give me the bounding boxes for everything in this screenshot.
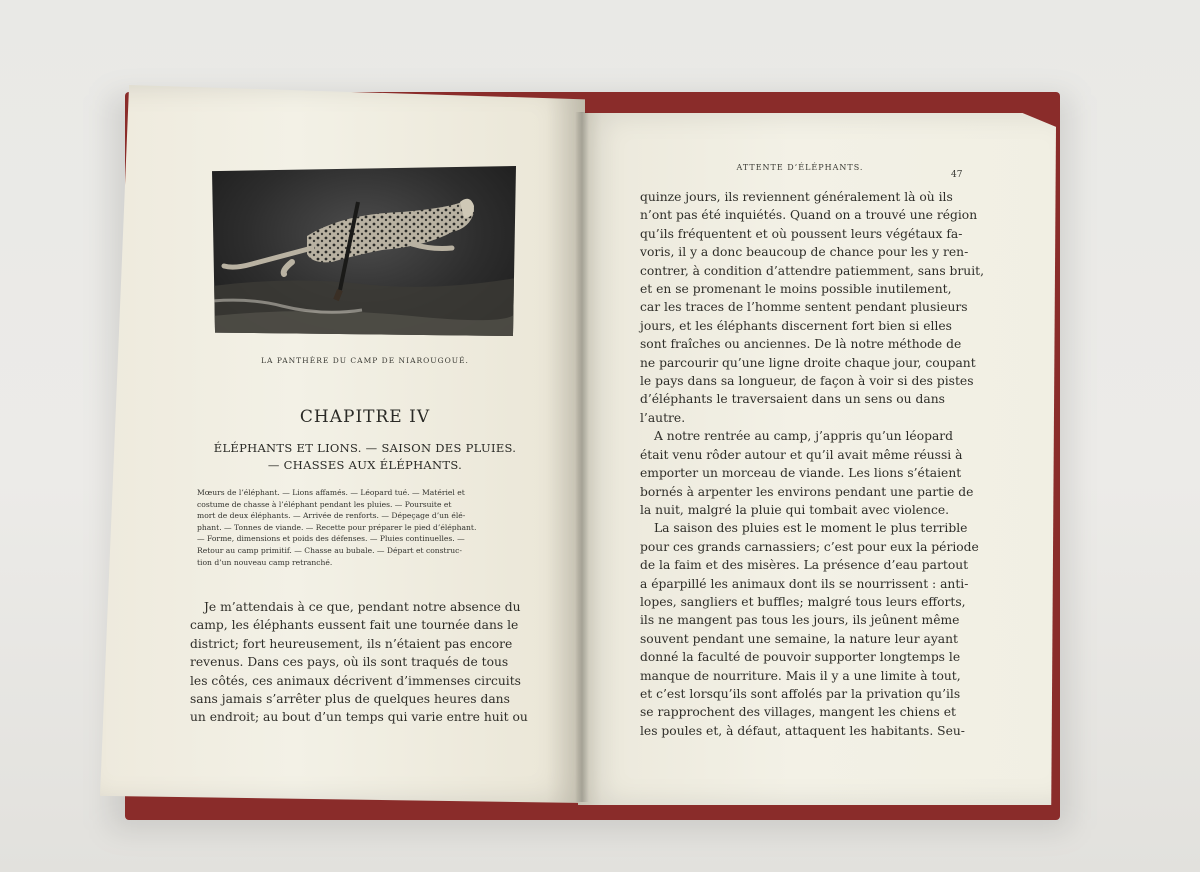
- body-line: quinze jours, ils reviennent généralement là où ils: [640, 190, 953, 204]
- body-line: qu’ils fréquentent et où poussent leurs végétaux fa-: [640, 226, 963, 241]
- summary-line: Retour au camp primitif. — Chasse au bubale. — Départ et construc-: [197, 545, 462, 555]
- chapter-subtitle-line: — CHASSES AUX ÉLÉPHANTS.: [267, 458, 463, 472]
- body-line: sont fraîches ou anciennes. De là notre méthode de: [640, 337, 962, 352]
- running-head: ATTENTE D’ÉLÉPHANTS.: [736, 163, 864, 172]
- summary-line: phant. — Tonnes de viande. — Recette pour préparer le pied d’éléphant.: [197, 522, 477, 532]
- panther-illustration: [212, 166, 516, 336]
- body-line: l’autre.: [640, 410, 686, 425]
- body-line: La saison des pluies est le moment le plus terrible: [654, 521, 968, 536]
- body-line: un endroit; au bout d’un temps qui varie entre huit ou: [190, 710, 528, 725]
- body-line: jours, et les éléphants discernent fort bien si elles: [640, 318, 952, 333]
- body-line: les côtés, ces animaux décrivent d’immenses circuits: [190, 673, 521, 688]
- body-line: car les traces de l’homme sentent pendant plusieurs: [640, 300, 968, 315]
- panther-drawing: [212, 166, 516, 336]
- summary-line: tion d’un nouveau camp retranché.: [197, 557, 333, 567]
- chapter-title: CHAPITRE IV: [299, 407, 431, 427]
- body-line: les poules et, à défaut, attaquent les habitants. Seu-: [640, 723, 965, 738]
- body-line: A notre rentrée au camp, j’appris qu’un léopard: [654, 429, 954, 444]
- body-line: district; fort heureusement, ils n’étaient pas encore: [190, 636, 513, 651]
- summary-line: Mœurs de l’éléphant. — Lions affamés. — Léopard tué. — Matériel et: [197, 488, 465, 497]
- summary-line: mort de deux éléphants. — Arrivée de renforts. — Dépeçage d’un élé-: [197, 511, 466, 521]
- summary-line: — Forme, dimensions et poids des défenses. — Pluies continuelles. —: [197, 534, 465, 544]
- illustration-caption: LA PANTHÈRE DU CAMP DE NIAROUGOUÉ.: [261, 356, 469, 365]
- book-gutter: [575, 112, 589, 802]
- body-line: et en se promenant le moins possible inutilement,: [640, 282, 952, 297]
- left-page-body: [190, 598, 536, 727]
- body-line: a éparpillé les animaux dont ils se nourrissent : anti-: [640, 576, 969, 591]
- body-line: voris, il y a donc beaucoup de chance pour les y ren-: [640, 245, 969, 260]
- body-line: Je m’attendais à ce que, pendant notre absence du: [204, 600, 521, 614]
- body-line: était venu rôder autour et qu’il avait même réussi à: [640, 447, 963, 462]
- body-line: le pays dans sa longueur, de façon à voir si des pistes: [640, 374, 974, 389]
- body-line: et c’est lorsqu’ils sont affolés par la privation qu’ils: [640, 686, 961, 701]
- chapter-summary: [197, 487, 531, 568]
- body-line: camp, les éléphants eussent fait une tournée dans le: [190, 618, 519, 633]
- body-line: contrer, à condition d’attendre patiemment, sans bruit,: [640, 263, 985, 278]
- body-line: pour ces grands carnassiers; c’est pour eux la période: [640, 539, 979, 554]
- body-line: revenus. Dans ces pays, où ils sont traqués de tous: [190, 655, 509, 670]
- body-line: bornés à arpenter les environs pendant une partie de: [640, 484, 974, 499]
- body-line: d’éléphants le traversaient dans un sens ou dans: [640, 392, 945, 407]
- body-line: donné la faculté de pouvoir supporter longtemps le: [640, 650, 961, 665]
- summary-line: costume de chasse à l’éléphant pendant les pluies. — Poursuite et: [197, 499, 452, 509]
- body-line: emporter un morceau de viande. Les lions s’étaient: [640, 466, 962, 481]
- body-line: se rapprochent des villages, mangent les chiens et: [640, 705, 956, 720]
- body-line: ils ne mangent pas tous les jours, ils jeûnent même: [640, 613, 960, 628]
- body-line: sans jamais s’arrêter plus de quelques heures dans: [190, 692, 510, 707]
- page-number: 47: [951, 170, 963, 180]
- right-page-body: [640, 188, 985, 740]
- chapter-subtitle: [190, 440, 540, 474]
- body-line: de la faim et des misères. La présence d’eau partout: [640, 558, 969, 573]
- body-line: ne parcourir qu’une ligne droite chaque jour, coupant: [640, 355, 976, 370]
- body-line: n’ont pas été inquiétés. Quand on a trouvé une région: [640, 208, 978, 223]
- body-line: souvent pendant une semaine, la nature leur ayant: [640, 631, 958, 646]
- chapter-subtitle-line: ÉLÉPHANTS ET LIONS. — SAISON DES PLUIES.: [213, 441, 517, 455]
- body-line: la nuit, malgré la pluie qui tombait avec violence.: [640, 502, 950, 517]
- body-line: manque de nourriture. Mais il y a une limite à tout,: [640, 668, 961, 683]
- body-line: lopes, sangliers et buffles; malgré tous leurs efforts,: [640, 594, 966, 609]
